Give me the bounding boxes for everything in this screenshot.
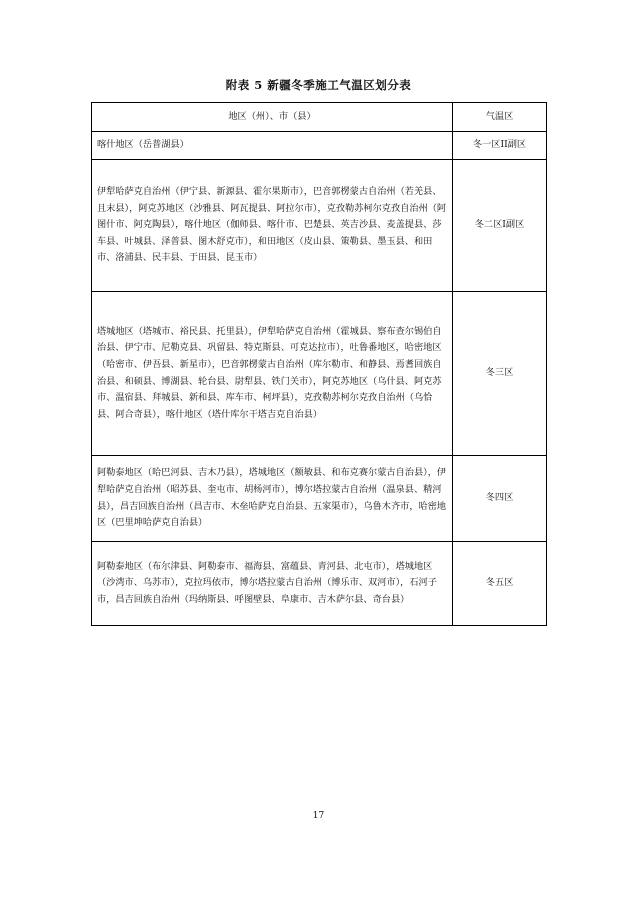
table-row xyxy=(92,292,547,456)
table-row xyxy=(92,160,547,292)
page-number: 17 xyxy=(312,811,325,821)
header-zone: 气温区 xyxy=(453,103,547,132)
region-cell: 喀什地区（岳普湖县） xyxy=(92,132,453,160)
zone-cell: 冬五区 xyxy=(453,542,547,626)
zone-cell: 冬二区I副区 xyxy=(453,160,547,292)
region-cell: 阿勒泰地区（哈巴河县、吉木乃县），塔城地区（额敏县、和布克赛尔蒙古自治县），伊犁哈萨克自治州（昭苏县、奎屯市、胡杨河市），博尔塔拉蒙古自治州（温泉县、精河县），昌吉回族自治州（昌吉市、木垒哈萨克自治县、五家渠市），乌鲁木齐市，哈密地区（巴里坤哈萨克自治县） xyxy=(92,456,453,542)
region-cell: 阿勒泰地区（布尔津县、阿勒泰市、福海县、富蕴县、青河县、北屯市），塔城地区（沙湾市、乌苏市），克拉玛依市，博尔塔拉蒙古自治州（博乐市、双河市），石河子市，昌吉回族自治州（玛纳斯县、呼图壁县、阜康市、吉木萨尔县、奇台县） xyxy=(92,542,453,626)
zone-cell: 冬四区 xyxy=(453,456,547,542)
table-header-row xyxy=(92,103,547,132)
table-title: 附表 5 新疆冬季施工气温区划分表 xyxy=(225,78,412,92)
zone-cell: 冬三区 xyxy=(453,292,547,456)
region-cell: 塔城地区（塔城市、裕民县、托里县），伊犁哈萨克自治州（霍城县、察布查尔锡伯自治县、伊宁市、尼勒克县、巩留县、特克斯县、可克达拉市），吐鲁番地区，哈密地区（哈密市、伊吾县、新星市），巴音郭楞蒙古自治州（库尔勒市、和静县、焉耆回族自治县、和硕县、博湖县、轮台县、尉犁县、铁门关市），阿克苏地区（乌什县、阿克苏市、温宿县、拜城县、新和县、库车市、柯坪县），克孜勒苏柯尔克孜自治州（乌恰县、阿合奇县），喀什地区（塔什库尔干塔吉克自治县） xyxy=(92,292,453,456)
climate-zone-table xyxy=(91,102,547,626)
region-cell: 伊犁哈萨克自治州（伊宁县、新源县、霍尔果斯市），巴音郭楞蒙古自治州（若羌县、且末县），阿克苏地区（沙雅县、阿瓦提县、阿拉尔市），克孜勒苏柯尔克孜自治州（阿图什市、阿克陶县），喀什地区（伽师县、喀什市、巴楚县、英吉沙县、麦盖提县、莎车县、叶城县、泽普县、图木舒克市），和田地区（皮山县、策勒县、墨玉县、和田市、洛浦县、民丰县、于田县、昆玉市） xyxy=(92,160,453,292)
table-row xyxy=(92,132,547,160)
table-row xyxy=(92,456,547,542)
header-region: 地区（州）、市（县） xyxy=(92,103,453,132)
zone-cell: 冬一区II副区 xyxy=(453,132,547,160)
table-row xyxy=(92,542,547,626)
